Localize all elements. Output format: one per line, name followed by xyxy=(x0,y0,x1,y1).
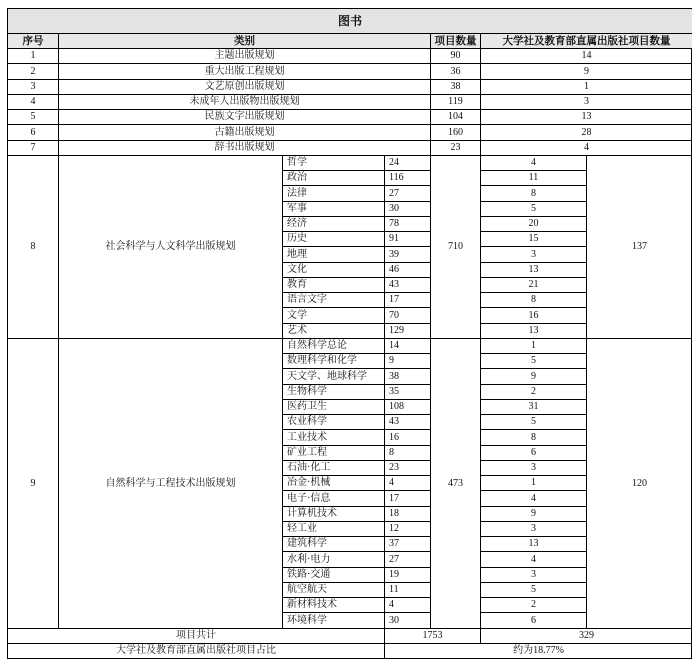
subcategory-count: 43 xyxy=(384,414,430,429)
subcategory-univ-count: 9 xyxy=(480,506,586,521)
row-category: 主题出版规划 xyxy=(58,48,430,63)
row-univ-count: 13 xyxy=(480,109,692,124)
subcategory-name: 水利·电力 xyxy=(282,551,384,567)
subcategory-name: 语言文字 xyxy=(282,292,384,307)
subcategory-count: 8 xyxy=(384,445,430,460)
subcategory-count: 14 xyxy=(384,338,430,353)
subcategory-univ-count: 6 xyxy=(480,445,586,460)
subcategory-univ-count: 1 xyxy=(480,475,586,490)
summary-total-count: 1753 xyxy=(384,628,480,643)
subcategory-univ-count: 5 xyxy=(480,582,586,597)
subcategory-univ-count: 5 xyxy=(480,353,586,368)
subcategory-count: 35 xyxy=(384,384,430,399)
subcategory-univ-count: 4 xyxy=(480,551,586,567)
subcategory-count: 4 xyxy=(384,597,430,612)
subcategory-count: 17 xyxy=(384,292,430,307)
subcategory-count: 19 xyxy=(384,567,430,582)
subcategory-count: 70 xyxy=(384,307,430,323)
subcategory-univ-count: 21 xyxy=(480,277,586,292)
summary-ratio-label: 大学社及教育部直属出版社项目占比 xyxy=(7,643,384,658)
subcategory-name: 矿业工程 xyxy=(282,445,384,460)
row-index: 3 xyxy=(7,79,58,94)
row-count: 38 xyxy=(430,79,480,94)
subcategory-univ-count: 3 xyxy=(480,567,586,582)
subcategory-count: 17 xyxy=(384,490,430,506)
subcategory-univ-count: 16 xyxy=(480,307,586,323)
row-index: 6 xyxy=(7,124,58,140)
subcategory-count: 30 xyxy=(384,612,430,628)
group-category: 社会科学与人文科学出版规划 xyxy=(58,155,282,338)
subcategory-univ-count: 3 xyxy=(480,460,586,475)
row-univ-count: 9 xyxy=(480,63,692,79)
row-count: 160 xyxy=(430,124,480,140)
subcategory-count: 46 xyxy=(384,262,430,277)
subcategory-name: 文学 xyxy=(282,307,384,323)
subcategory-univ-count: 15 xyxy=(480,231,586,246)
row-category: 辞书出版规划 xyxy=(58,140,430,155)
row-category: 未成年人出版物出版规划 xyxy=(58,94,430,109)
subcategory-name: 电子·信息 xyxy=(282,490,384,506)
group-total-count: 710 xyxy=(430,155,480,338)
subcategory-univ-count: 6 xyxy=(480,612,586,628)
group-index: 8 xyxy=(7,155,58,338)
subcategory-count: 43 xyxy=(384,277,430,292)
row-count: 104 xyxy=(430,109,480,124)
group-index: 9 xyxy=(7,338,58,628)
group-univ-total: 137 xyxy=(586,155,692,338)
subcategory-univ-count: 20 xyxy=(480,216,586,231)
subcategory-count: 11 xyxy=(384,582,430,597)
subcategory-count: 12 xyxy=(384,521,430,536)
header-univ-count: 大学社及教育部直属出版社项目数量 xyxy=(480,33,692,48)
row-index: 2 xyxy=(7,63,58,79)
row-univ-count: 4 xyxy=(480,140,692,155)
subcategory-count: 30 xyxy=(384,201,430,216)
subcategory-univ-count: 31 xyxy=(480,399,586,414)
header-category: 类别 xyxy=(58,33,430,48)
group-univ-total: 120 xyxy=(586,338,692,628)
subcategory-name: 文化 xyxy=(282,262,384,277)
subcategory-univ-count: 11 xyxy=(480,170,586,185)
subcategory-count: 116 xyxy=(384,170,430,185)
subcategory-count: 37 xyxy=(384,536,430,551)
header-count: 项目数量 xyxy=(430,33,480,48)
row-index: 7 xyxy=(7,140,58,155)
subcategory-count: 78 xyxy=(384,216,430,231)
subcategory-univ-count: 13 xyxy=(480,536,586,551)
row-count: 90 xyxy=(430,48,480,63)
subcategory-count: 108 xyxy=(384,399,430,414)
summary-total-label: 项目共计 xyxy=(7,628,384,643)
subcategory-name: 教育 xyxy=(282,277,384,292)
row-univ-count: 14 xyxy=(480,48,692,63)
subcategory-name: 自然科学总论 xyxy=(282,338,384,353)
subcategory-name: 军事 xyxy=(282,201,384,216)
subcategory-name: 冶金·机械 xyxy=(282,475,384,490)
subcategory-name: 计算机技术 xyxy=(282,506,384,521)
subcategory-name: 轻工业 xyxy=(282,521,384,536)
subcategory-name: 医药卫生 xyxy=(282,399,384,414)
summary-ratio-value: 约为18.77% xyxy=(384,643,692,658)
subcategory-count: 27 xyxy=(384,185,430,201)
subcategory-name: 历史 xyxy=(282,231,384,246)
table-title: 图书 xyxy=(7,8,692,33)
subcategory-count: 27 xyxy=(384,551,430,567)
subcategory-univ-count: 5 xyxy=(480,201,586,216)
subcategory-univ-count: 3 xyxy=(480,521,586,536)
subcategory-univ-count: 3 xyxy=(480,246,586,262)
subcategory-name: 数理科学和化学 xyxy=(282,353,384,368)
subcategory-count: 9 xyxy=(384,353,430,368)
subcategory-count: 23 xyxy=(384,460,430,475)
subcategory-univ-count: 2 xyxy=(480,597,586,612)
subcategory-univ-count: 8 xyxy=(480,185,586,201)
subcategory-name: 建筑科学 xyxy=(282,536,384,551)
subcategory-count: 18 xyxy=(384,506,430,521)
subcategory-name: 经济 xyxy=(282,216,384,231)
row-index: 1 xyxy=(7,48,58,63)
row-univ-count: 28 xyxy=(480,124,692,140)
subcategory-univ-count: 4 xyxy=(480,155,586,170)
subcategory-name: 新材料技术 xyxy=(282,597,384,612)
row-category: 重大出版工程规划 xyxy=(58,63,430,79)
subcategory-univ-count: 4 xyxy=(480,490,586,506)
group-category: 自然科学与工程技术出版规划 xyxy=(58,338,282,628)
subcategory-count: 129 xyxy=(384,323,430,338)
row-category: 民族文字出版规划 xyxy=(58,109,430,124)
row-index: 4 xyxy=(7,94,58,109)
subcategory-univ-count: 2 xyxy=(480,384,586,399)
subcategory-name: 地理 xyxy=(282,246,384,262)
subcategory-count: 38 xyxy=(384,368,430,384)
subcategory-name: 法律 xyxy=(282,185,384,201)
subcategory-name: 工业技术 xyxy=(282,429,384,445)
header-index: 序号 xyxy=(7,33,58,48)
subcategory-name: 哲学 xyxy=(282,155,384,170)
subcategory-name: 天文学、地球科学 xyxy=(282,368,384,384)
subcategory-univ-count: 5 xyxy=(480,414,586,429)
subcategory-count: 16 xyxy=(384,429,430,445)
row-category: 文艺原创出版规划 xyxy=(58,79,430,94)
subcategory-name: 生物科学 xyxy=(282,384,384,399)
row-category: 古籍出版规划 xyxy=(58,124,430,140)
subcategory-name: 政治 xyxy=(282,170,384,185)
group-total-count: 473 xyxy=(430,338,480,628)
subcategory-univ-count: 13 xyxy=(480,323,586,338)
subcategory-count: 24 xyxy=(384,155,430,170)
row-univ-count: 1 xyxy=(480,79,692,94)
subcategory-name: 航空航天 xyxy=(282,582,384,597)
subcategory-name: 环境科学 xyxy=(282,612,384,628)
subcategory-name: 铁路·交通 xyxy=(282,567,384,582)
row-index: 5 xyxy=(7,109,58,124)
row-count: 119 xyxy=(430,94,480,109)
row-univ-count: 3 xyxy=(480,94,692,109)
subcategory-count: 4 xyxy=(384,475,430,490)
summary-total-univ: 329 xyxy=(480,628,692,643)
row-count: 36 xyxy=(430,63,480,79)
subcategory-univ-count: 9 xyxy=(480,368,586,384)
subcategory-count: 39 xyxy=(384,246,430,262)
subcategory-univ-count: 13 xyxy=(480,262,586,277)
subcategory-univ-count: 8 xyxy=(480,292,586,307)
row-count: 23 xyxy=(430,140,480,155)
subcategory-univ-count: 1 xyxy=(480,338,586,353)
subcategory-name: 农业科学 xyxy=(282,414,384,429)
subcategory-name: 石油·化工 xyxy=(282,460,384,475)
subcategory-count: 91 xyxy=(384,231,430,246)
subcategory-univ-count: 8 xyxy=(480,429,586,445)
subcategory-name: 艺术 xyxy=(282,323,384,338)
publishing-plan-table xyxy=(7,8,692,659)
